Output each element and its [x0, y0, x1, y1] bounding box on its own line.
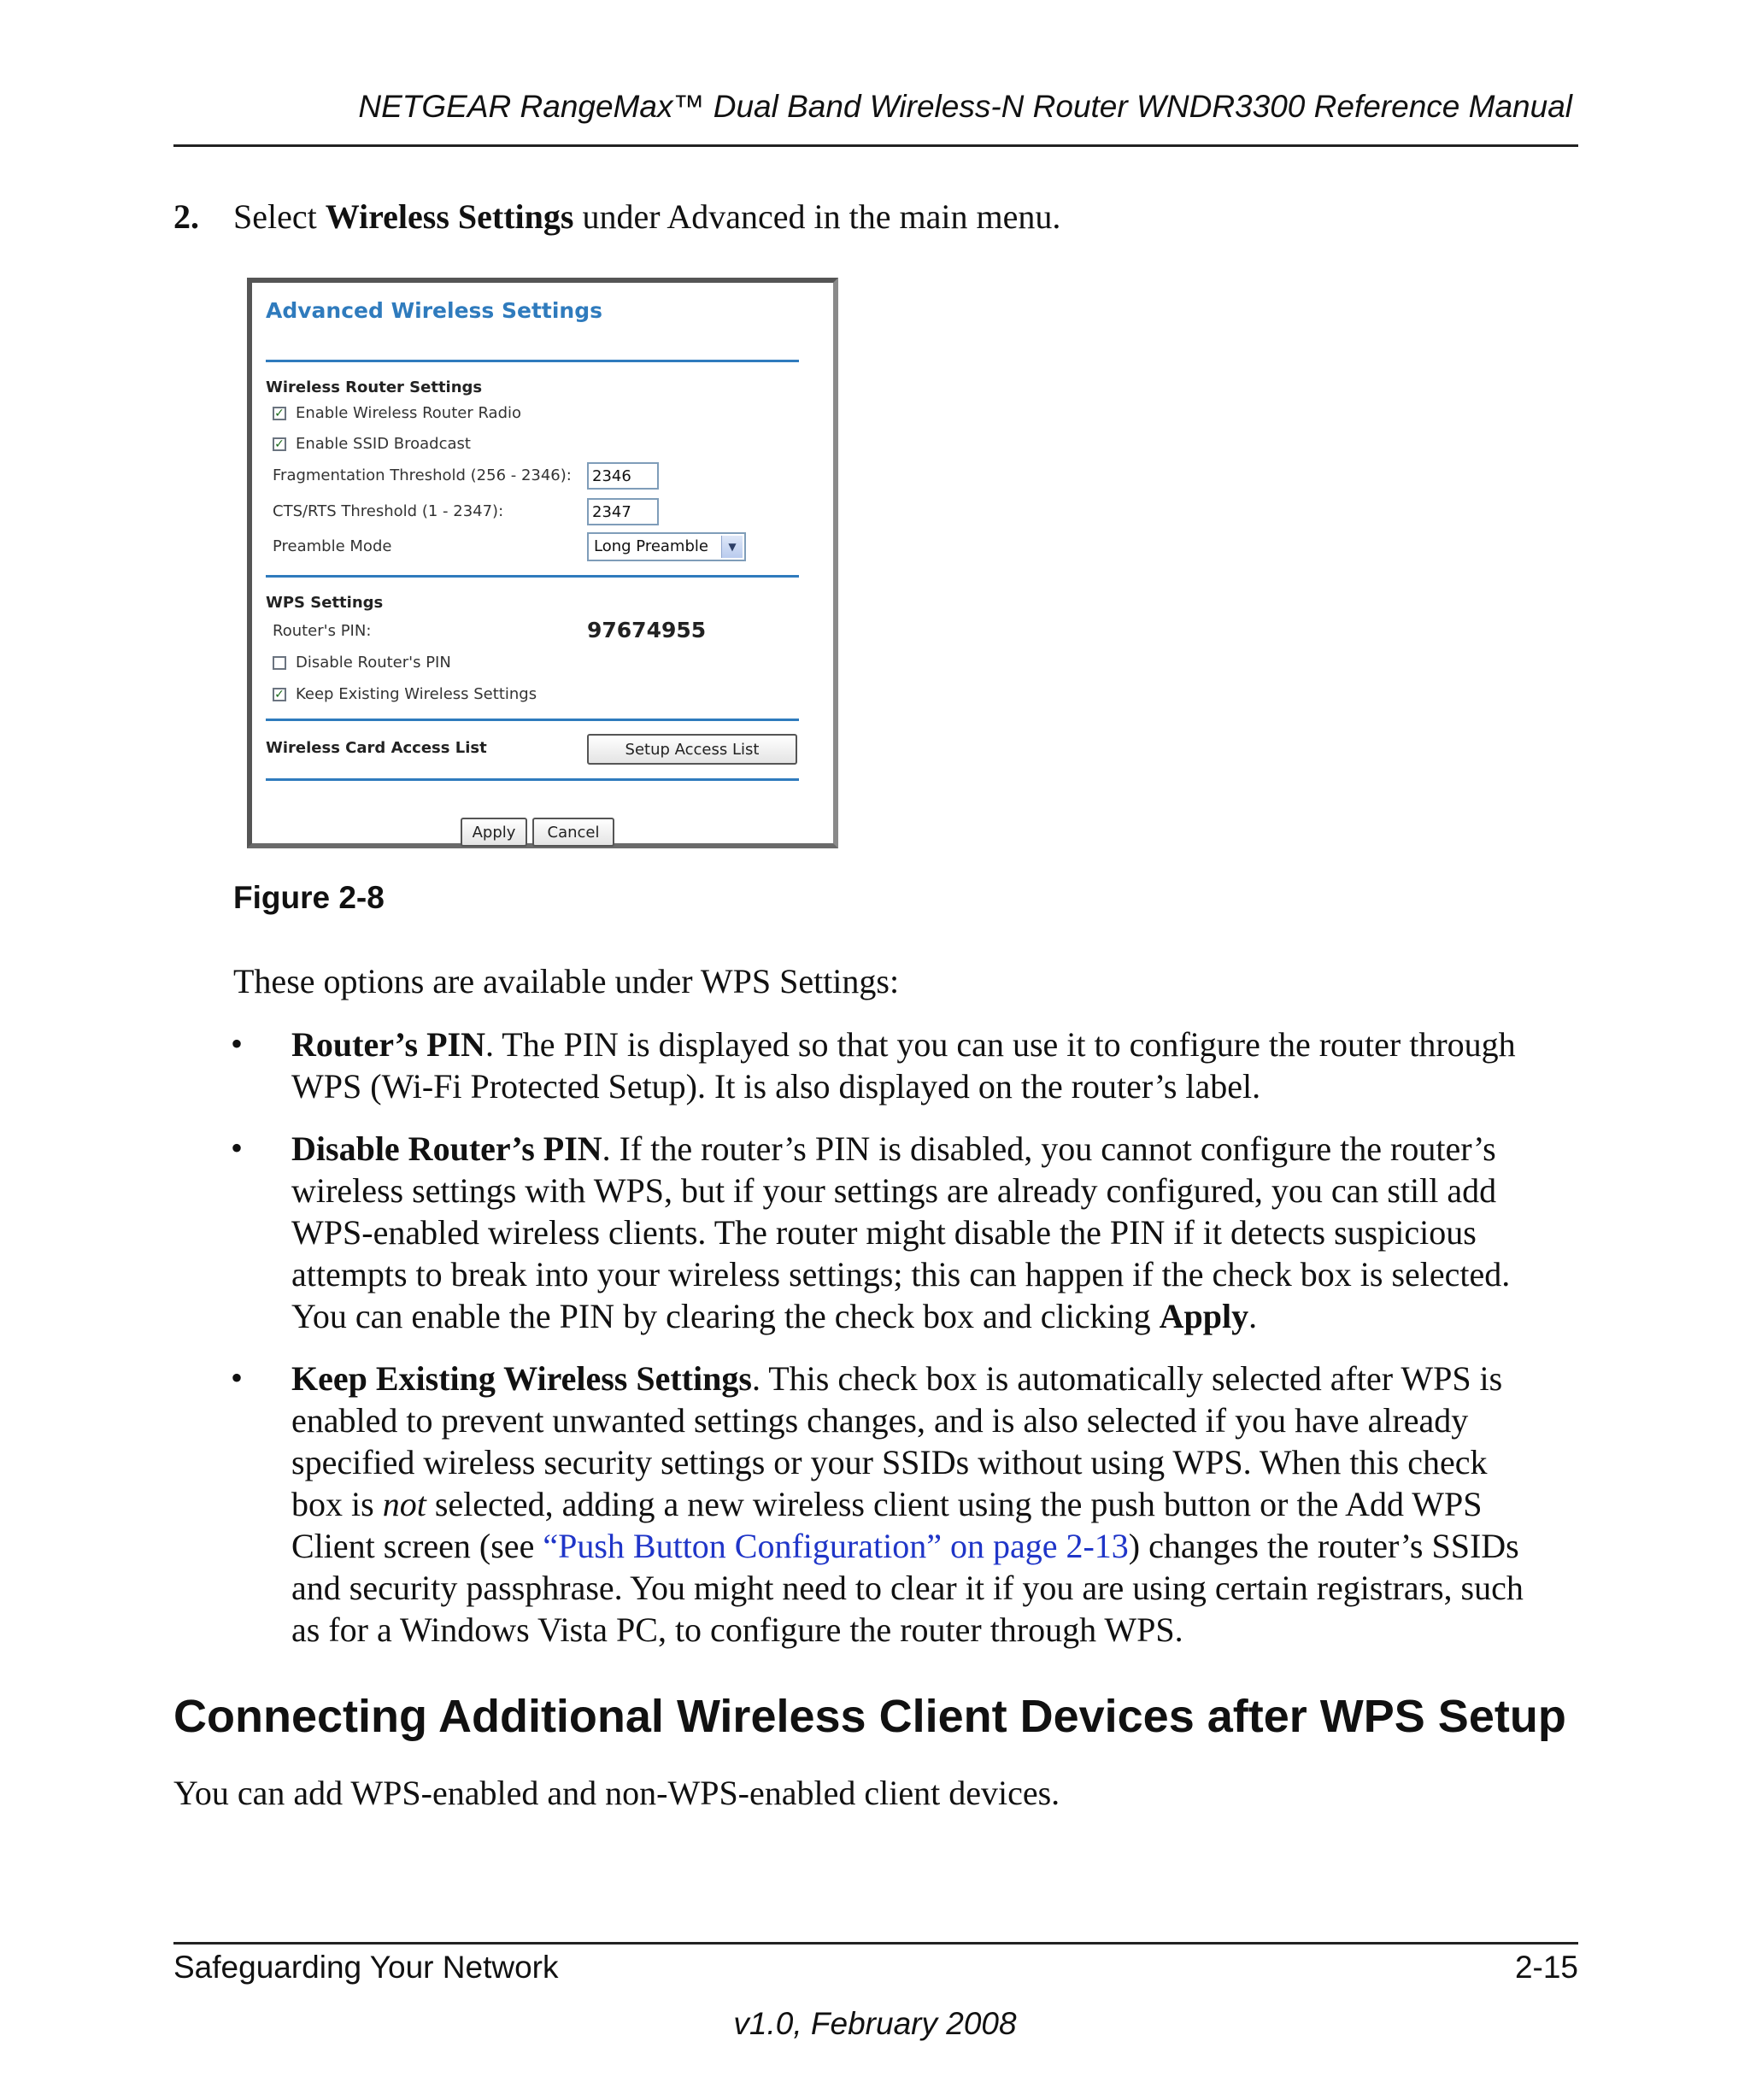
keep-settings-label: Keep Existing Wireless Settings	[296, 685, 537, 703]
bullet-line-text: Client screen (see	[291, 1527, 543, 1565]
preamble-select[interactable]	[587, 532, 746, 561]
bullet-line-text: selected, adding a new wireless client using the push button or the Add WPS	[426, 1485, 1483, 1523]
intro-paragraph: These options are available under WPS Settings:	[233, 962, 900, 1000]
advanced-wireless-settings-panel	[247, 278, 838, 848]
bullet-disable-pin	[291, 1128, 1582, 1337]
bullet-line: wireless settings with WPS, but if your settings are already configured, you can still add	[291, 1171, 1497, 1210]
cts-rts-input[interactable]	[587, 498, 659, 525]
bullet-line: as for a Windows Vista PC, to configure the router through WPS.	[291, 1610, 1183, 1649]
bullet-line: and security passphrase. You might need to clear it if you are using certain registrars, such	[291, 1569, 1524, 1607]
bullet-line: WPS (Wi-Fi Protected Setup). It is also displayed on the router’s label.	[291, 1067, 1261, 1106]
step-number: 2.	[173, 197, 199, 236]
enable-ssid-checkbox[interactable]	[273, 437, 286, 451]
section-paragraph: You can add WPS-enabled and non-WPS-enabled client devices.	[173, 1774, 1060, 1812]
bullet-line-text: ) changes the router’s SSIDs	[1128, 1527, 1519, 1565]
running-header: NETGEAR RangeMax™ Dual Band Wireless-N Router WNDR3300 Reference Manual	[358, 89, 1572, 124]
check-icon: ✓	[274, 437, 285, 451]
section-heading: Connecting Additional Wireless Client Devices after WPS Setup	[173, 1691, 1566, 1742]
footer-page-number: 2-15	[1514, 1950, 1578, 1985]
bullet-line: specified wireless security settings or your SSIDs without using WPS. When this check	[291, 1443, 1488, 1481]
keep-settings-checkbox[interactable]	[273, 688, 286, 701]
preamble-label: Preamble Mode	[273, 537, 392, 555]
step-text-post: under Advanced in the main menu.	[573, 197, 1061, 236]
bullet-line	[291, 1295, 1582, 1337]
header-rule	[173, 144, 1578, 147]
panel-divider	[266, 778, 799, 781]
footer-rule	[173, 1942, 1578, 1945]
bullet-term: Disable Router’s PIN	[291, 1129, 602, 1168]
bullet-line-text: box is	[291, 1485, 383, 1523]
bullet-line-text: .	[1248, 1297, 1258, 1335]
bullet-line: WPS-enabled wireless clients. The router might disable the PIN if it detects suspicious	[291, 1213, 1477, 1252]
bullet-line: enabled to prevent unwanted settings changes, and is also selected if you have already	[291, 1401, 1469, 1440]
enable-ssid-label: Enable SSID Broadcast	[296, 435, 471, 453]
emphasis-not: not	[382, 1485, 426, 1523]
fragmentation-label: Fragmentation Threshold (256 - 2346):	[273, 466, 572, 484]
bullet-line	[291, 1358, 1582, 1399]
step-text-pre: Select	[233, 197, 326, 236]
panel-divider	[266, 719, 799, 721]
bullet-keep-settings	[291, 1358, 1582, 1651]
footer-chapter: Safeguarding Your Network	[173, 1950, 559, 1985]
apply-button[interactable]: Apply	[461, 818, 527, 847]
footer-version: v1.0, February 2008	[733, 2006, 1017, 2041]
panel-divider	[266, 360, 799, 362]
bullet-marker: •	[231, 1358, 244, 1397]
bullet-line-text: . This check box is automatically selected after WPS is	[751, 1359, 1503, 1398]
disable-pin-checkbox[interactable]	[273, 656, 286, 670]
router-pin-label: Router's PIN:	[273, 622, 372, 640]
bullet-line-text: You can enable the PIN by clearing the check box and clicking	[291, 1297, 1160, 1335]
bullet-line	[291, 1128, 1582, 1170]
router-settings-heading: Wireless Router Settings	[266, 378, 483, 396]
preamble-selected-value: Long Preamble	[594, 537, 708, 555]
cancel-button[interactable]: Cancel	[532, 818, 614, 847]
bullet-line-text: . The PIN is displayed so that you can use it to configure the router through	[484, 1025, 1516, 1064]
figure-caption: Figure 2-8	[233, 880, 385, 915]
push-button-config-link[interactable]: “Push Button Configuration” on page 2-13	[543, 1527, 1129, 1565]
enable-radio-label: Enable Wireless Router Radio	[296, 404, 522, 422]
apply-term: Apply	[1159, 1297, 1249, 1335]
wps-settings-heading: WPS Settings	[266, 594, 384, 612]
step-text-bold: Wireless Settings	[325, 197, 574, 236]
panel-title: Advanced Wireless Settings	[266, 298, 603, 323]
chevron-down-icon[interactable]: ▼	[721, 536, 743, 558]
bullet-marker: •	[231, 1024, 244, 1063]
bullet-line	[291, 1024, 1582, 1065]
setup-access-list-button[interactable]: Setup Access List	[587, 734, 797, 765]
step-text	[233, 197, 1060, 237]
check-icon: ✓	[274, 407, 285, 420]
bullet-line: attempts to break into your wireless settings; this can happen if the check box is selected.	[291, 1255, 1511, 1293]
router-pin-value: 97674955	[587, 618, 707, 642]
bullet-line-text: . If the router’s PIN is disabled, you cannot configure the router’s	[602, 1129, 1496, 1168]
cts-rts-label: CTS/RTS Threshold (1 - 2347):	[273, 502, 504, 520]
bullet-term: Keep Existing Wireless Settings	[291, 1359, 752, 1398]
bullet-term: Router’s PIN	[291, 1025, 485, 1064]
enable-radio-checkbox[interactable]	[273, 407, 286, 420]
bullet-line	[291, 1483, 1582, 1525]
fragmentation-input[interactable]	[587, 462, 659, 490]
panel-divider	[266, 575, 799, 578]
bullet-routers-pin	[291, 1024, 1582, 1107]
disable-pin-label: Disable Router's PIN	[296, 654, 451, 672]
bullet-line	[291, 1525, 1582, 1567]
check-icon: ✓	[274, 688, 285, 701]
access-list-label: Wireless Card Access List	[266, 739, 487, 757]
bullet-marker: •	[231, 1129, 244, 1167]
